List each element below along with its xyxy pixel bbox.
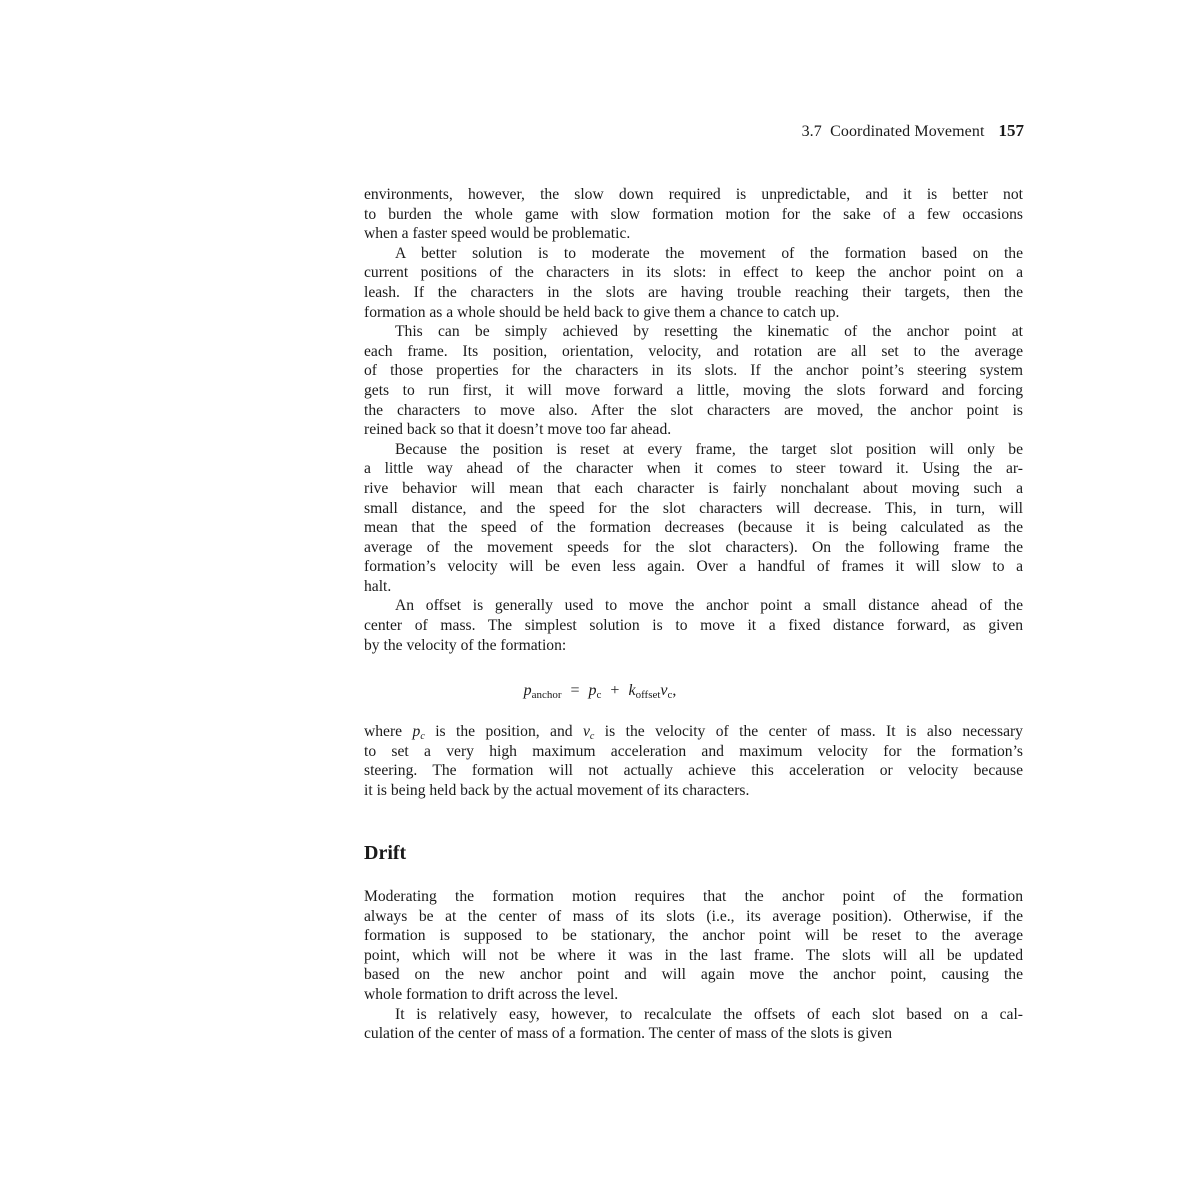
text-line: center of mass. The simplest solution is to move it a fixed distance forward, as given: [364, 617, 1023, 635]
text-line: small distance, and the speed for the slot characters will decrease. This, in turn, will: [364, 499, 1023, 517]
text-line: gets to run first, it will move forward a little, moving the slots forward and forcing: [364, 381, 1023, 399]
text-line: formation as a whole should be held back to give them a chance to catch up.: [364, 303, 840, 321]
text-line: culation of the center of mass of a formation. The center of mass of the slots is given: [364, 1025, 893, 1043]
text-line: environments, however, the slow down required is unpredictable, and it is better not: [364, 186, 1023, 203]
text-line: steering. The formation will not actually achieve this acceleration or velocity because: [364, 762, 1023, 780]
body-text-drift: [364, 887, 1023, 1044]
text-line: always be at the center of mass of its slots (i.e., its average position). Otherwise, if the: [364, 907, 1023, 925]
equation-term-offset: $k_{offset}v_c$: [628, 682, 673, 701]
running-head: [802, 120, 1024, 143]
text-line: current positions of the characters in its slots: in effect to keep the anchor point on a: [364, 264, 1023, 282]
text-line: when a faster speed would be problematic.: [364, 225, 631, 243]
text-line: This can be simply achieved by resetting the kinematic of the anchor point at: [395, 323, 1023, 341]
text-line: it is being held back by the actual movement of its characters.: [364, 781, 750, 799]
text-line: the characters to move also. After the slot characters are moved, the anchor point is: [364, 401, 1023, 419]
text-line: reined back so that it doesn’t move too far ahead.: [364, 421, 672, 439]
text-line: of those properties for the characters in its slots. If the anchor point’s steering system: [364, 362, 1023, 380]
text-line: a little way ahead of the character when it comes to steer toward it. Using the ar-: [364, 460, 1023, 478]
section-title: 3.7 Coordinated Movement: [801, 123, 985, 140]
text-line: It is relatively easy, however, to recalculate the offsets of each slot based on a cal-: [395, 1005, 1023, 1023]
text-line: leash. If the characters in the slots are having trouble reaching their targets, then the: [364, 283, 1023, 301]
text-line: to set a very high maximum acceleration and maximum velocity for the formation’s: [364, 742, 1023, 760]
text-line: A better solution is to moderate the movement of the formation based on the: [395, 244, 1023, 262]
page-number: 157: [998, 121, 1024, 140]
text-line: point, which will not be where it was in the last frame. The slots will all be updated: [364, 946, 1023, 964]
text-line: halt.: [364, 577, 392, 595]
text-line: where $p_c$ is the position, and $v_c$ is the velocity of the center of mass. It is also necessary: [364, 723, 1023, 742]
equation-lhs: $p_{anchor}$: [523, 682, 562, 701]
anchor-offset-equation: $p_{anchor} = p_c + k_{offset}v_c$,: [523, 682, 677, 701]
text-line: formation is supposed to be stationary, the anchor point will be reset to the average: [364, 927, 1023, 945]
text-line: Moderating the formation motion requires that the anchor point of the formation: [364, 888, 1023, 905]
text-line: rive behavior will mean that each character is fairly nonchalant about moving such a: [364, 479, 1023, 497]
equation-term-position: $p_c$: [588, 682, 602, 701]
text-line: by the velocity of the formation:: [364, 636, 567, 654]
text-line: Because the position is reset at every frame, the target slot position will only be: [395, 440, 1023, 458]
text-line: each frame. Its position, orientation, velocity, and rotation are all set to the average: [364, 342, 1023, 360]
text-line: mean that the speed of the formation decreases (because it is being calculated as the: [364, 519, 1023, 537]
section-heading-drift: Drift: [364, 842, 407, 864]
body-text-top: [364, 185, 1023, 655]
text-line: whole formation to drift across the level.: [364, 985, 619, 1003]
text-line: formation’s velocity will be even less again. Over a handful of frames it will slow to a: [364, 558, 1023, 576]
text-line: to burden the whole game with slow formation motion for the sake of a few occasions: [364, 205, 1023, 223]
text-line: average of the movement speeds for the slot characters). On the following frame the: [364, 538, 1023, 556]
body-text-after-equation: [364, 722, 1023, 800]
text-line: based on the new anchor point and will again move the anchor point, causing the: [364, 966, 1023, 984]
text-line: An offset is generally used to move the anchor point a small distance ahead of the: [395, 597, 1023, 615]
